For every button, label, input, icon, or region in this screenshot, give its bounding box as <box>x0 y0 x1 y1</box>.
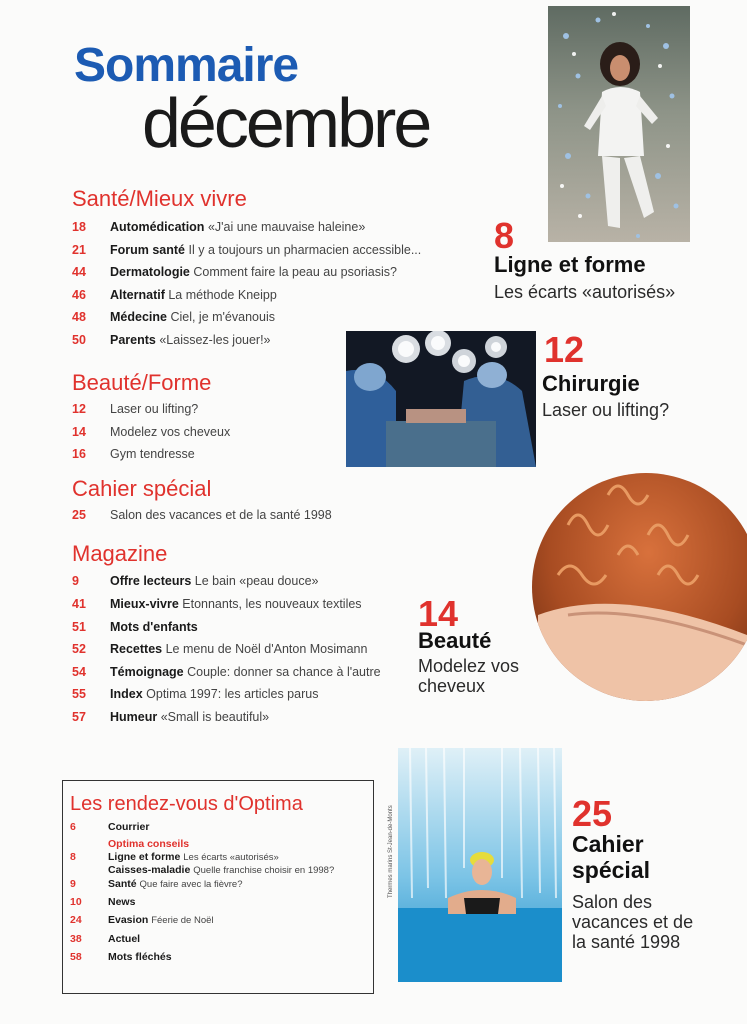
description: «Laissez-les jouer!» <box>159 333 271 347</box>
page-number: 55 <box>72 687 86 701</box>
rubric: Evasion <box>108 914 149 926</box>
description: Modelez vos cheveux <box>110 425 231 439</box>
page-number: 16 <box>72 447 86 461</box>
description: Le bain «peau douce» <box>194 574 319 588</box>
page-number: 6 <box>70 821 76 833</box>
description: Quelle franchise choisir en 1998? <box>193 865 335 876</box>
feature-subtitle: Modelez vos cheveux <box>418 656 520 697</box>
photo-credit: Thermes marins St-Jean-de-Monts <box>388 805 394 898</box>
feature-number: 25 <box>572 793 613 834</box>
feature-number: 8 <box>494 215 515 256</box>
rubric: Actuel <box>108 933 141 945</box>
toc-row[interactable] <box>72 426 230 439</box>
swimmer-photo[interactable] <box>398 748 562 982</box>
toc-row[interactable] <box>72 266 397 279</box>
box-row[interactable] <box>70 952 172 963</box>
page-number: 46 <box>72 288 86 302</box>
section-title: Beauté/Forme <box>72 370 212 395</box>
rubric: News <box>108 896 136 908</box>
rubric: Alternatif <box>110 288 165 302</box>
page-number: 14 <box>72 425 86 439</box>
page-number: 48 <box>72 310 86 324</box>
rubric: Dermatologie <box>110 265 190 279</box>
box-row[interactable] <box>70 865 334 876</box>
page-number: 38 <box>70 933 82 945</box>
box-row[interactable] <box>70 897 135 908</box>
page-number: 24 <box>70 914 82 926</box>
description: «Small is beautiful» <box>160 710 270 724</box>
page-number: 9 <box>70 878 76 890</box>
page-number: 50 <box>72 333 86 347</box>
page-number: 18 <box>72 220 86 234</box>
toc-row[interactable] <box>72 448 195 461</box>
toc-row[interactable] <box>72 711 269 724</box>
page-number: 9 <box>72 574 79 588</box>
page-number: 54 <box>72 665 86 679</box>
section-title: Magazine <box>72 541 168 566</box>
rubric: Forum santé <box>110 243 186 257</box>
surgery-photo[interactable] <box>346 331 536 467</box>
page-number: 51 <box>72 620 86 634</box>
page-number: 44 <box>72 265 86 279</box>
toc-row[interactable] <box>72 621 198 634</box>
page-number: 21 <box>72 243 86 257</box>
page-number: 52 <box>72 642 86 656</box>
description: Couple: donner sa chance à l'autre <box>187 665 381 679</box>
rubric: Médecine <box>110 310 167 324</box>
feature-subtitle: Salon des vacances et de la santé 1998 <box>572 892 694 953</box>
toc-row[interactable] <box>72 403 198 416</box>
rubric: Caisses-maladie <box>108 864 191 876</box>
description: Gym tendresse <box>110 447 195 461</box>
rubric: Optima conseils <box>108 838 190 850</box>
description: Féerie de Noël <box>151 915 214 926</box>
rubric: Humeur <box>110 710 158 724</box>
page-number: 25 <box>72 508 86 522</box>
description: «J'ai une mauvaise haleine» <box>207 220 366 234</box>
page-number: 41 <box>72 597 86 611</box>
description: Comment faire la peau au psoriasis? <box>193 265 397 279</box>
feature-subtitle: Laser ou lifting? <box>542 400 670 420</box>
description: Salon des vacances et de la santé 1998 <box>110 508 332 522</box>
section-title: Santé/Mieux vivre <box>72 186 247 211</box>
feature-heading: Chirurgie <box>542 371 640 396</box>
rubric: Recettes <box>110 642 163 656</box>
toc-row[interactable] <box>72 598 362 611</box>
description: Les écarts «autorisés» <box>183 852 279 863</box>
section-title: Cahier spécial <box>72 476 212 501</box>
box-row[interactable] <box>70 915 214 926</box>
toc-row[interactable] <box>72 244 421 257</box>
box-row[interactable] <box>70 934 140 945</box>
feature-number: 14 <box>418 593 459 634</box>
rubric: Mots fléchés <box>108 951 172 963</box>
description: La méthode Kneipp <box>168 288 277 302</box>
page-number: 12 <box>72 402 86 416</box>
toc-row[interactable] <box>72 334 271 347</box>
toc-row[interactable] <box>72 311 275 324</box>
toc-row[interactable] <box>72 289 277 302</box>
runner-photo[interactable] <box>548 6 690 242</box>
page-number: 57 <box>72 710 86 724</box>
rubric: Offre lecteurs <box>110 574 192 588</box>
description: Laser ou lifting? <box>110 402 199 416</box>
box-row[interactable] <box>70 822 149 833</box>
page-number: 58 <box>70 951 82 963</box>
description: Que faire avec la fièvre? <box>139 879 243 890</box>
feature-number: 12 <box>544 329 585 370</box>
rubric: Index <box>110 687 143 701</box>
toc-row[interactable] <box>72 688 318 701</box>
box-title: Les rendez-vous d'Optima <box>70 793 303 815</box>
rubric: Mieux-vivre <box>110 597 179 611</box>
description: Le menu de Noël d'Anton Mosimann <box>165 642 368 656</box>
feature-heading: Beauté <box>418 628 492 653</box>
toc-row[interactable] <box>72 643 367 656</box>
hair-photo[interactable] <box>528 465 747 715</box>
description: Etonnants, les nouveaux textiles <box>182 597 362 611</box>
page-number: 8 <box>70 851 76 863</box>
rubric: Automédication <box>110 220 205 234</box>
description: Il y a toujours un pharmacien accessible... <box>188 243 422 257</box>
rubric: Courrier <box>108 821 150 833</box>
rubric: Ligne et forme <box>108 851 181 863</box>
rubric: Parents <box>110 333 156 347</box>
toc-row[interactable] <box>72 575 319 588</box>
toc-row[interactable] <box>72 666 381 679</box>
feature-heading: Cahier spécial <box>572 831 650 883</box>
toc-row[interactable] <box>72 509 332 522</box>
rubric: Santé <box>108 878 137 890</box>
box-row[interactable] <box>70 839 189 850</box>
box-row[interactable] <box>70 879 243 890</box>
title-sommaire: Sommaire <box>74 39 299 92</box>
page-number: 10 <box>70 896 82 908</box>
box-row[interactable] <box>70 852 279 863</box>
rubric: Témoignage <box>110 665 184 679</box>
title-month: décembre <box>142 84 430 162</box>
toc-row[interactable] <box>72 221 365 234</box>
description: Ciel, je m'évanouis <box>170 310 275 324</box>
feature-heading: Ligne et forme <box>494 252 646 277</box>
description: Optima 1997: les articles parus <box>146 687 319 701</box>
rubric: Mots d'enfants <box>110 620 198 634</box>
feature-subtitle: Les écarts «autorisés» <box>494 282 676 302</box>
